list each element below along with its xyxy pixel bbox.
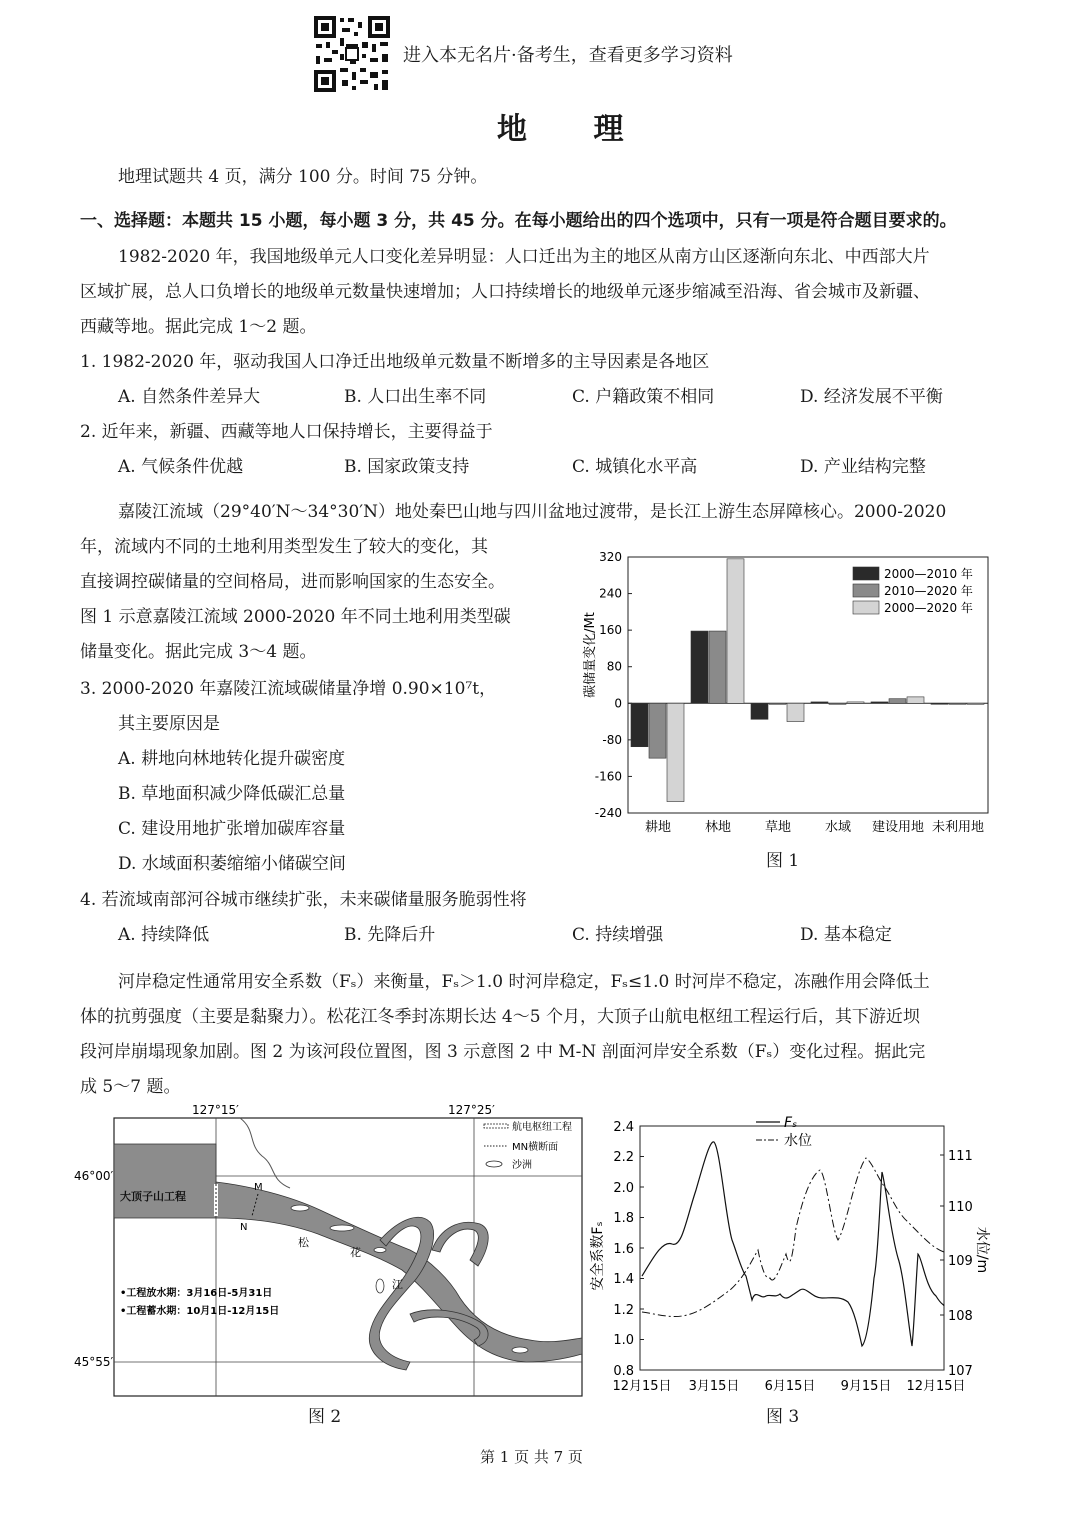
option-a[interactable]: A. 气候条件优越 <box>118 457 244 477</box>
lat-label: 46°00′ <box>74 1169 114 1183</box>
x-tick-label: 未利用地 <box>931 820 985 835</box>
figure-3-caption: 图 3 <box>766 1407 800 1427</box>
legend-label: 2000—2010 年 <box>884 567 973 581</box>
bar <box>649 703 666 758</box>
y-tick-label: -80 <box>602 732 622 747</box>
y-tick: 2.4 <box>613 1120 634 1135</box>
x-tick-label: 林地 <box>704 820 732 835</box>
n-label: N <box>240 1222 248 1233</box>
qr-code <box>312 14 392 94</box>
y2-tick: 109 <box>948 1254 973 1269</box>
passage-line: 嘉陵江流域（29°40′N～34°30′N）地处秦巴山地与四川盆地过渡带，是长江上游生态屏障核心。2000-2020 <box>118 502 947 522</box>
x-tick: 12月15日 <box>612 1379 672 1394</box>
y2-tick: 108 <box>948 1309 973 1324</box>
bar <box>829 703 846 704</box>
passage-line: 图 1 示意嘉陵江流域 2000-2020 年不同土地利用类型碳 <box>80 607 511 627</box>
promo-text: 进入本无名片·备考生，查看更多学习资料 <box>403 45 733 66</box>
lon-label: 127°15′ <box>192 1103 239 1117</box>
legend-swatch <box>853 584 879 597</box>
x-tick-label: 草地 <box>764 820 792 835</box>
option-d[interactable]: D. 产业结构完整 <box>800 457 926 477</box>
x-tick: 3月15日 <box>688 1379 740 1394</box>
option-b[interactable]: B. 先降后升 <box>344 925 436 945</box>
y-tick: 2.0 <box>613 1181 634 1196</box>
map-note: •工程蓄水期：10月1日-12月15日 <box>120 1306 280 1317</box>
lat-label: 45°55′ <box>74 1355 114 1369</box>
option-c[interactable]: C. 户籍政策不相同 <box>572 387 715 407</box>
x-tick-label: 建设用地 <box>871 820 925 835</box>
passage-line: 体的抗剪强度（主要是黏聚力）。松花江冬季封冻期长达 4～5 个月，大顶子山航电枢纽工程运行后，其下游近坝 <box>80 1007 920 1027</box>
passage-line: 段河岸崩塌现象加剧。图 2 为该河段位置图，图 3 示意图 2 中 M-N 剖面河岸安全系数（Fₛ）变化过程。据此完 <box>80 1042 926 1062</box>
bar <box>967 703 984 704</box>
section-heading: 一、选择题：本题共 15 小题，每小题 3 分，共 45 分。在每小题给出的四个选项中，只有一项是符合题目要求的。 <box>80 211 957 231</box>
x-tick: 6月15日 <box>764 1379 816 1394</box>
option-b[interactable]: B. 国家政策支持 <box>344 457 470 477</box>
bar <box>727 559 744 703</box>
bar <box>811 702 828 703</box>
y2-tick: 111 <box>948 1149 973 1164</box>
y-tick-label: 240 <box>599 586 622 601</box>
y-axis-label: 安全系数Fₛ <box>590 1221 606 1291</box>
exam-intro: 地理试题共 4 页，满分 100 分。时间 75 分钟。 <box>118 167 488 187</box>
bar <box>751 703 768 719</box>
legend-item: 航电枢纽工程 <box>512 1122 572 1133</box>
option-c[interactable]: C. 持续增强 <box>572 925 664 945</box>
passage-line: 成 5～7 题。 <box>80 1077 181 1097</box>
reservoir-area <box>114 1144 216 1218</box>
y-tick-label: -160 <box>594 769 622 784</box>
option-c[interactable]: C. 城镇化水平高 <box>572 457 698 477</box>
passage-line: 区域扩展，总人口负增长的地级单元数量快速增加；人口持续增长的地级单元逐步缩减至沿海、省会城市及新疆、 <box>80 282 930 302</box>
figure-2-caption: 图 2 <box>308 1407 342 1427</box>
option-a[interactable]: A. 耕地向林地转化提升碳密度 <box>118 749 346 769</box>
bar <box>907 697 924 703</box>
x-tick-label: 耕地 <box>644 820 672 835</box>
bar <box>931 703 948 704</box>
x-tick: 12月15日 <box>906 1379 966 1394</box>
option-b[interactable]: B. 人口出生率不同 <box>344 387 487 407</box>
bar <box>631 703 648 746</box>
map-note: •工程放水期：3月16日-5月31日 <box>120 1288 273 1299</box>
legend-swatch <box>853 601 879 614</box>
y-tick: 1.2 <box>613 1303 634 1318</box>
question-stem-cont: 其主要原因是 <box>118 714 220 734</box>
question-stem: 2. 近年来，新疆、西藏等地人口保持增长，主要得益于 <box>80 422 493 442</box>
bar <box>667 703 684 801</box>
x-tick: 9月15日 <box>840 1379 892 1394</box>
passage-line: 储量变化。据此完成 3～4 题。 <box>80 642 317 662</box>
dam-label: 大顶子山工程 <box>120 1190 186 1203</box>
legend-label: 2000—2020 年 <box>884 601 973 615</box>
legend-swatch <box>853 567 879 580</box>
passage-line: 1982-2020 年，我国地级单元人口变化差异明显：人口迁出为主的地区从南方山区逐渐向东北、中西部大片 <box>118 247 930 267</box>
question-stem: 1. 1982-2020 年，驱动我国人口净迁出地级单元数量不断增多的主导因素是各地区 <box>80 352 710 372</box>
y-tick-label: -240 <box>594 806 622 820</box>
y-tick: 1.4 <box>613 1272 634 1287</box>
y-tick-label: 160 <box>599 623 622 638</box>
y2-tick: 107 <box>948 1364 973 1379</box>
y-tick: 0.8 <box>613 1364 634 1379</box>
option-d[interactable]: D. 经济发展不平衡 <box>800 387 943 407</box>
option-c[interactable]: C. 建设用地扩张增加碳库容量 <box>118 819 346 839</box>
river-char: 花 <box>350 1246 361 1259</box>
river-char: 江 <box>392 1278 403 1291</box>
bar <box>769 703 786 704</box>
legend-fs: Fₛ <box>784 1115 798 1131</box>
y-tick: 2.2 <box>613 1150 634 1165</box>
y2-axis-label: 水位/m <box>974 1226 990 1274</box>
bar <box>691 631 708 703</box>
passage-line: 河岸稳定性通常用安全系数（Fₛ）来衡量，Fₛ＞1.0 时河岸稳定，Fₛ≤1.0 时河岸不稳定，冻融作用会降低土 <box>118 972 930 992</box>
passage-line: 西藏等地。据此完成 1～2 题。 <box>80 317 317 337</box>
carbon-storage-chart <box>580 545 1000 845</box>
y-axis-label: 碳储量变化/Mt <box>583 612 598 698</box>
bar <box>709 631 726 703</box>
bar <box>871 702 888 703</box>
y-tick-label: 0 <box>614 696 622 711</box>
option-a[interactable]: A. 持续降低 <box>118 925 210 945</box>
river-char: 松 <box>298 1236 309 1249</box>
bar <box>787 703 804 721</box>
x-tick-label: 水域 <box>824 820 852 835</box>
river-map <box>74 1100 590 1400</box>
y-tick-label: 320 <box>599 550 622 564</box>
option-a[interactable]: A. 自然条件差异大 <box>118 387 261 407</box>
option-d[interactable]: D. 基本稳定 <box>800 925 892 945</box>
y-tick: 1.8 <box>613 1211 634 1226</box>
lon-label: 127°25′ <box>448 1103 495 1117</box>
legend-label: 2010—2020 年 <box>884 584 973 598</box>
legend-item: 沙洲 <box>512 1160 532 1171</box>
y-tick: 1.0 <box>613 1333 634 1348</box>
option-b[interactable]: B. 草地面积减少降低碳汇总量 <box>118 784 346 804</box>
legend-level: 水位 <box>784 1133 812 1149</box>
question-stem: 4. 若流域南部河谷城市继续扩张，未来碳储量服务脆弱性将 <box>80 890 527 910</box>
y2-tick: 110 <box>948 1200 973 1215</box>
y-tick: 1.6 <box>613 1242 634 1257</box>
m-label: M <box>254 1182 263 1193</box>
bar <box>847 702 864 703</box>
figure-1-caption: 图 1 <box>766 851 800 871</box>
page-footer: 第 1 页 共 7 页 <box>480 1448 583 1466</box>
legend-item: MN横断面 <box>512 1142 559 1153</box>
option-d[interactable]: D. 水域面积萎缩缩小储碳空间 <box>118 854 346 874</box>
bar <box>889 699 906 704</box>
y-tick-label: 80 <box>606 659 622 674</box>
passage-line: 直接调控碳储量的空间格局，进而影响国家的生态安全。 <box>80 572 505 592</box>
question-stem: 3. 2000-2020 年嘉陵江流域碳储量净增 0.90×10⁷t， <box>80 679 497 699</box>
bar <box>949 703 966 704</box>
safety-factor-chart <box>586 1110 990 1400</box>
page-title: 地 理 <box>497 112 652 147</box>
passage-line: 年，流域内不同的土地利用类型发生了较大的变化，其 <box>80 537 488 557</box>
